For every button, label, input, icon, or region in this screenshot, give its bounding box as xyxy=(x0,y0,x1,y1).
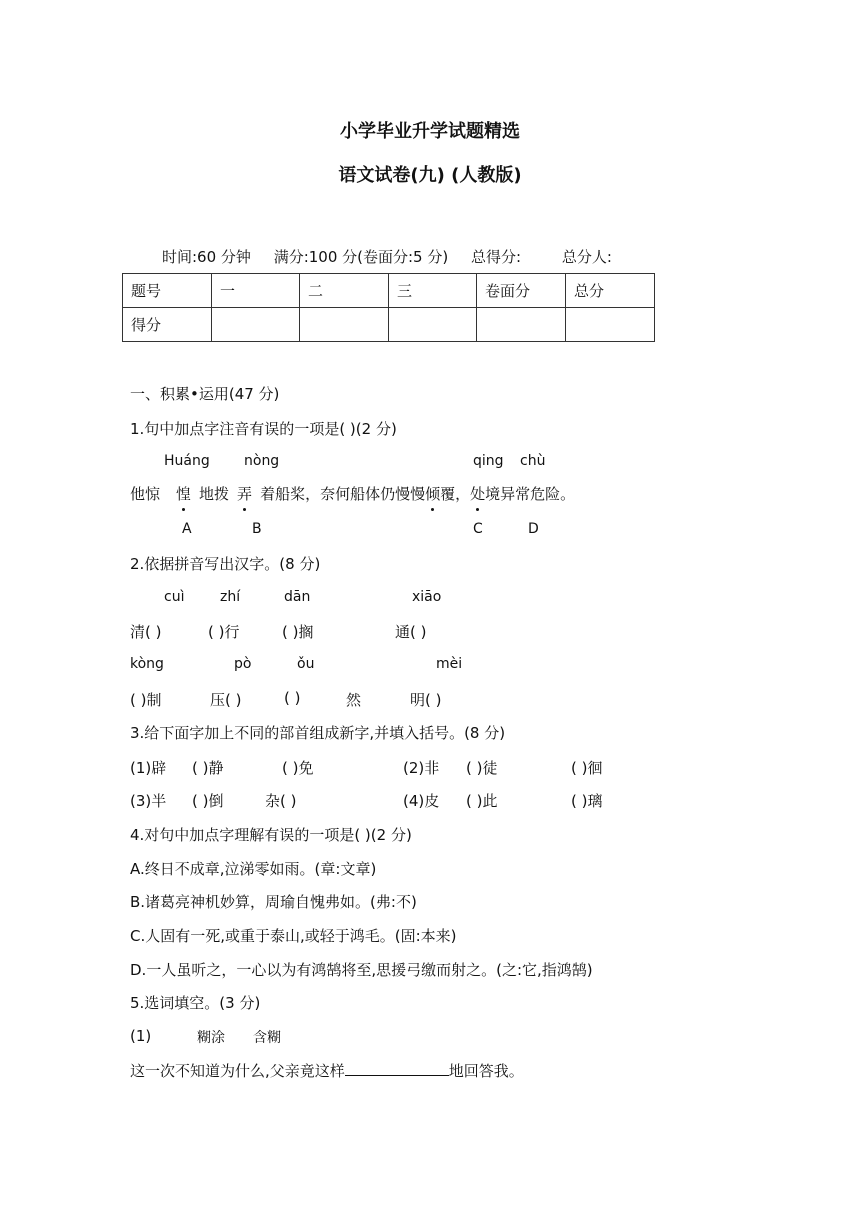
score-input-cell[interactable] xyxy=(300,308,389,342)
table-row xyxy=(123,308,655,342)
dotted-char: 倾 xyxy=(425,485,441,503)
pinyin: ǒu xyxy=(297,656,315,672)
question-3-stem: 3.给下面字加上不同的部首组成新字,并填入括号。(8 分) xyxy=(130,724,506,742)
dotted-char: 弄 xyxy=(237,485,253,503)
fill-blank[interactable] xyxy=(345,1061,449,1076)
option-label: A xyxy=(182,521,192,537)
answer-blank[interactable]: 杂( ) xyxy=(265,792,297,810)
text: (2)非 xyxy=(403,759,440,777)
section-title: 一、积累•运用(47 分) xyxy=(130,385,280,403)
fill-sentence: 这一次不知道为什么,父亲竟这样 地回答我。 xyxy=(130,1062,524,1080)
table-row xyxy=(123,274,655,308)
answer-blank[interactable]: ( )此 xyxy=(466,792,498,810)
answer-blank[interactable]: ( )静 xyxy=(192,759,224,777)
pinyin: nòng xyxy=(244,453,280,469)
pinyin: chù xyxy=(520,453,546,469)
text: (4)皮 xyxy=(403,792,440,810)
sub-question-label: (1) xyxy=(130,1027,152,1045)
answer-blank[interactable]: 明( ) xyxy=(410,691,442,709)
option-label: C xyxy=(473,521,483,537)
full-score: 满分:100 分(卷面分:5 分) xyxy=(273,248,449,266)
table-cell: 总分 xyxy=(566,274,655,308)
total-score-label: 总得分: xyxy=(471,248,522,266)
answer-blank[interactable]: ( )行 xyxy=(208,623,240,641)
score-input-cell[interactable] xyxy=(212,308,300,342)
score-table xyxy=(122,273,655,342)
score-input-cell[interactable] xyxy=(389,308,477,342)
question-1-sentence: 他惊 惶 地拨 弄 着船桨，奈何船体仍慢慢倾覆，处境异常危险。 xyxy=(130,485,576,503)
text: (1)辟 xyxy=(130,759,167,777)
pinyin: kòng xyxy=(130,656,164,672)
answer-blank[interactable]: ( )免 xyxy=(282,759,314,777)
text: (3)半 xyxy=(130,792,167,810)
question-1-stem: 1.句中加点字注音有误的一项是( )(2 分) xyxy=(130,420,397,438)
answer-blank[interactable]: ( )徊 xyxy=(571,759,603,777)
answer-blank[interactable]: ( )制 xyxy=(130,691,162,709)
question-5-stem: 5.选词填空。(3 分) xyxy=(130,994,261,1012)
pinyin: pò xyxy=(234,656,252,672)
pinyin: xiāo xyxy=(412,589,442,605)
pinyin: Huáng xyxy=(164,453,210,469)
option-d[interactable]: D.一人虽听之，一心以为有鸿鹄将至,思援弓缴而射之。(之:它,指鸿鹄) xyxy=(130,961,593,979)
question-2-stem: 2.依据拼音写出汉字。(8 分) xyxy=(130,555,321,573)
answer-blank[interactable]: ( )璃 xyxy=(571,792,603,810)
exam-title: 小学毕业升学试题精选 xyxy=(340,121,520,142)
answer-blank[interactable]: ( ) xyxy=(284,689,301,707)
table-cell: 一 xyxy=(212,274,300,308)
score-input-cell[interactable] xyxy=(566,308,655,342)
table-cell: 三 xyxy=(389,274,477,308)
scorer-label: 总分人: xyxy=(561,248,612,266)
pinyin: qing xyxy=(473,453,504,469)
score-input-cell[interactable] xyxy=(477,308,566,342)
pinyin: mèi xyxy=(436,656,463,672)
answer-blank[interactable]: ( )搁 xyxy=(282,623,314,641)
table-cell: 卷面分 xyxy=(477,274,566,308)
table-cell: 题号 xyxy=(123,274,212,308)
word-choice: 糊涂 xyxy=(197,1030,225,1046)
dotted-char: 惶 xyxy=(176,485,192,503)
question-4-stem: 4.对句中加点字理解有误的一项是( )(2 分) xyxy=(130,826,412,844)
pinyin: cuì xyxy=(164,589,185,605)
exam-subtitle: 语文试卷(九) (人教版) xyxy=(338,165,522,186)
word-choice: 含糊 xyxy=(253,1030,281,1046)
table-cell: 得分 xyxy=(123,308,212,342)
option-label: B xyxy=(252,521,262,537)
text: 然 xyxy=(346,691,362,709)
option-b[interactable]: B.诸葛亮神机妙算，周瑜自愧弗如。(弗:不) xyxy=(130,893,417,911)
pinyin: zhí xyxy=(220,589,241,605)
answer-blank[interactable]: ( )倒 xyxy=(192,792,224,810)
time-limit: 时间:60 分钟 xyxy=(162,248,251,266)
answer-blank[interactable]: 压( ) xyxy=(210,691,242,709)
pinyin: dān xyxy=(284,589,311,605)
option-c[interactable]: C.人固有一死,或重于泰山,或轻于鸿毛。(固:本来) xyxy=(130,927,457,945)
table-cell: 二 xyxy=(300,274,389,308)
option-label: D xyxy=(528,521,539,537)
answer-blank[interactable]: 清( ) xyxy=(130,623,162,641)
answer-blank[interactable]: 通( ) xyxy=(395,623,427,641)
dotted-char: 处 xyxy=(470,485,486,503)
answer-blank[interactable]: ( )徒 xyxy=(466,759,498,777)
option-a[interactable]: A.终日不成章,泣涕零如雨。(章:文章) xyxy=(130,860,377,878)
exam-meta xyxy=(162,246,630,267)
